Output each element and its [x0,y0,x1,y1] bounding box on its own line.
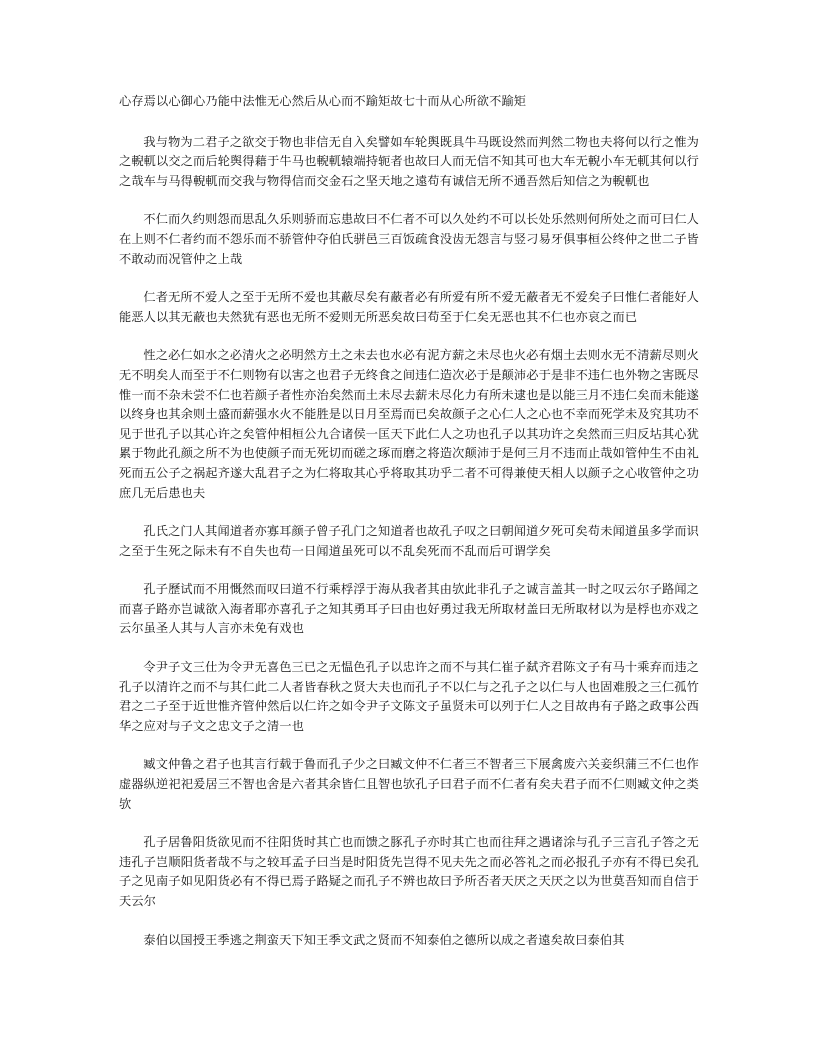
paragraph-6: 孔氏之门人其闻道者亦寡耳颜子曾子孔门之知道者也故孔子叹之曰朝闻道夕死可矣苟未闻道虽多学而识之至于生死之际未有不自失也苟一日闻道虽死可以不乱矣死而不乱而后可谓学矣 [119,524,699,558]
paragraph-11: 泰伯以国授王季逃之荆蛮天下知王季文武之贤而不知泰伯之德所以成之者遠矣故曰泰伯其 [143,932,625,947]
paragraph-7: 孔子歷试而不用慨然而叹曰道不行乘桴浮于海从我者其由欤此非孔子之诚言盖其一时之叹云尔子路闻之而喜子路亦岂诚欲入海者耶亦喜孔子之知其勇耳子曰由也好勇过我无所取材盖曰无所取材以为是桴也亦戏之云尔虽圣人其与人言亦未免有戏也 [119,582,699,636]
paragraph-2: 我与物为二君子之欲交于物也非信无自入矣譬如车轮舆既具牛马既设然而判然二物也夫将何以行之惟为之輗軏以交之而后轮舆得藉于牛马也輗軏辕端持轭者也故曰人而无信不知其可也大车无輗小车无軏其何以行之哉车与马得輗軏而交我与物得信而交金石之坚天地之遠苟有诚信无所不通吾然后知信之为輗軏也 [119,134,699,188]
paragraph-8: 令尹子文三仕为令尹无喜色三已之无愠色孔子以忠许之而不与其仁崔子弑齐君陈文子有马十乘弃而违之孔子以清许之而不与其仁此二人者皆春秋之贤大夫也而孔子不以仁与之孔子之以仁与人也固难殷之三仁孤竹君之二子至于近世惟齐管仲然后以仁许之如令尹子文陈文子虽贤未可以列于仁人之目故冉有子路之政事公西华之应对与子文之忠文子之清一也 [119,660,699,733]
paragraph-10: 孔子居鲁阳货欲见而不往阳货时其亡也而馈之豚孔子亦时其亡也而往拜之遇诸涂与孔子三言孔子答之无违孔子岂顺阳货者哉不与之较耳孟子曰当是时阳货先岂得不见夫先之而必答礼之而必报孔子亦有不得已矣孔子之见南子如见阳货必有不得已焉子路疑之而孔子不辨也故曰予所否者天厌之天厌之以为世莫吾知而自信于天云尔 [119,835,699,908]
paragraph-4: 仁者无所不爱人之至于无所不爱也其蔽尽矣有蔽者必有所爱有所不爱无蔽者无不爱矣子曰惟仁者能好人能恶人以其无蔽也夫然犹有恶也无所不爱则无所恶矣故曰苟至于仁矣无恶也其不仁也亦哀之而已 [119,290,699,324]
document-page [119,92,699,969]
paragraph-5: 性之必仁如水之必清火之必明然方土之未去也水必有泥方薪之未尽也火必有烟土去则水无不清薪尽则火无不明矣人而至于不仁则物有以害之也君子无终食之间违仁造次必于是颠沛必于是非不违仁也外物之害既尽惟一而不杂未尝不仁也若颜子者性亦治矣然而土未尽去薪未尽化力有所未逮也是以能三月不违仁矣而未能遂以终身也其余则土盛而薪强水火不能胜是以日月至焉而已矣故颜子之心仁人之心也不幸而死学未及究其功不见于世孔子以其心许之矣管仲相桓公九合诸侯一匡天下此仁人之功也孔子以其功许之矣然而三归反坫其心犹累于物此孔颜之所不为也使颜子而无死切而磋之琢而磨之将造次颠沛于是何三月不违而止哉如管仲生不由礼死而五公子之祸起齐遂大乱君子之为仁将取其心乎将取其功乎二者不可得兼使天相人以颜子之心收管仲之功庶几无后患也夫 [119,348,699,500]
paragraph-9: 臧文仲鲁之君子也其言行载于鲁而孔子少之曰臧文仲不仁者三不智者三下展禽废六关妾织蒲三不仁也作虚器纵逆祀祀爰居三不智也舍是六者其余皆仁且智也欤孔子曰君子而不仁者有矣夫君子而不仁则臧文仲之类欤 [119,757,699,811]
paragraph-3: 不仁而久约则怨而思乱久乐则骄而忘患故曰不仁者不可以久处约不可以长处乐然则何所处之而可曰仁人在上则不仁者约而不怨乐而不骄管仲夺伯氏骈邑三百饭疏食没齿无怨言与竖刁易牙俱事桓公终仲之世二子皆不敢动而况管仲之上哉 [119,212,699,266]
paragraph-1: 心存焉以心御心乃能中法惟无心然后从心而不踰矩故七十而从心所欲不踰矩 [119,94,527,108]
